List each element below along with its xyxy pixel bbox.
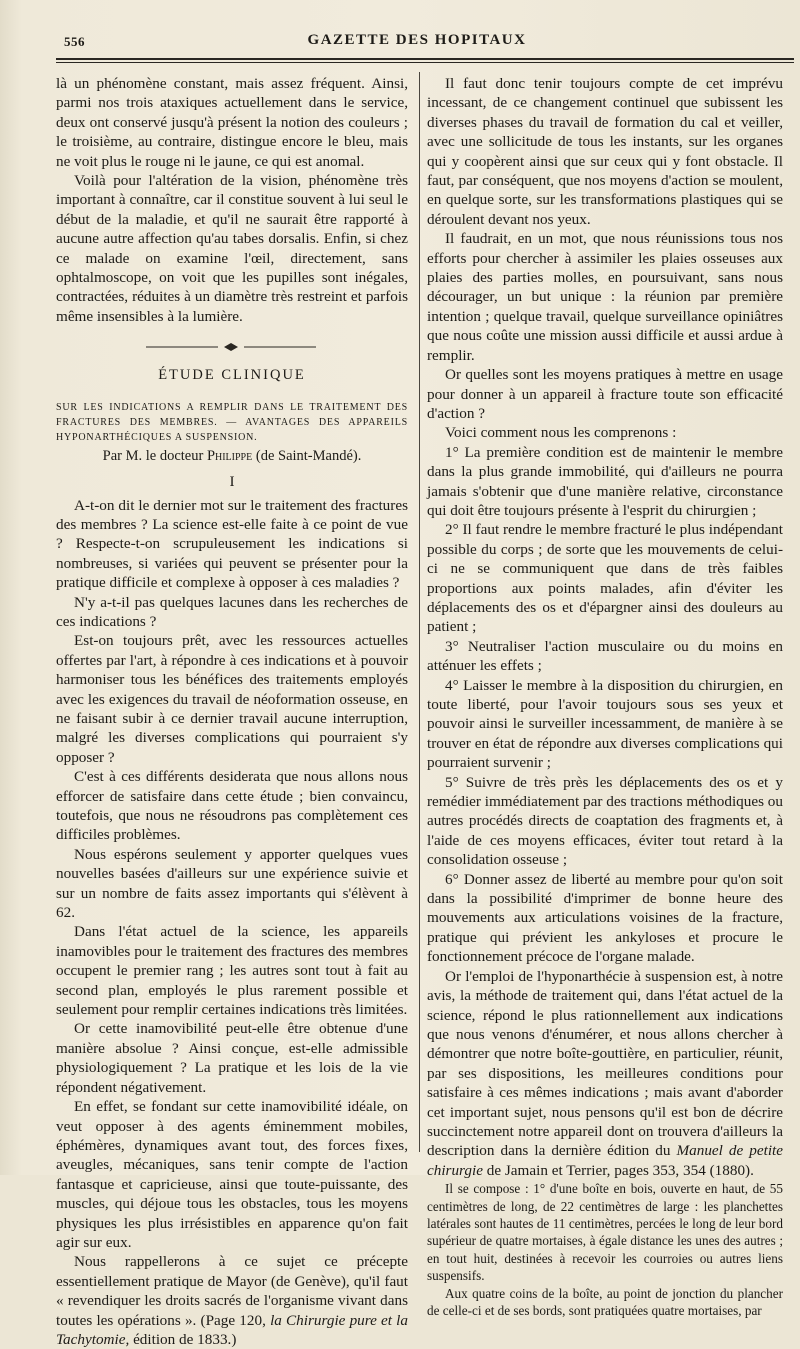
journal-title: GAZETTE DES HOPITAUX: [307, 32, 527, 48]
list-item: 3° Neutraliser l'action musculaire ou du moins en atténuer les effets ;: [427, 637, 783, 675]
list-item: 6° Donner assez de liberté au membre pour qu'on soit dans la possibilité d'imprimer de bonne heure des mouvements aux articulations voisines de la fracture, pratique qui prévient les ankyloses et procure le fonctionnement précoce de l'organe malade.: [427, 870, 783, 966]
section-title: ÉTUDE CLINIQUE: [158, 367, 306, 384]
page-number: 556: [64, 34, 85, 49]
list-item: 1° La première condition est de maintenir le membre dans la plus grande immobilité, qui d'ailleurs ne pourra jamais s'obtenir que d'une manière relative, circonstance qui doit être toujours présente à l'esprit du chirurgien ;: [427, 443, 783, 519]
paragraph-text: Nous rappellerons à ce sujet ce précepte essentiellement pratique de Mayor (de Genève), qu'il faut « revendiquer les droits sacrés de l'organisme vivant dans toutes les opérations ». (Page 120,: [56, 1253, 408, 1329]
paragraph: [56, 1252, 408, 1349]
paragraph: là un phénomène constant, mais assez fréquent. Ainsi, parmi nos trois ataxiques actuellement dans le service, deux ont conservé jusqu'à présent la notion des couleurs ; le troisième, au contraire, distingue encore le bleu, mais ne voit plus le rouge ni le jaune, ce qui est anomal.: [56, 75, 408, 170]
paragraph: Voilà pour l'altération de la vision, phénomène très important à connaître, car il constitue souvent à lui seul le début de la maladie, et qu'il ne saurait être rapporté à aucune autre affection qu'au tabes dorsalis. Enfin, si chez ce malade on examine l'œil, directement, sans ophtalmoscope, on voit que les pupilles sont inégales, contractées, réduites à un diamètre très restreint et parfois même insensibles à la lumière.: [56, 172, 408, 325]
left-column: [56, 74, 408, 1349]
paragraph: En effet, se fondant sur cette inamovibilité idéale, on veut opposer à des agents éminemment mobiles, éphémères, dynamiques avant tout, des forces fixes, aveugles, mécaniques, sans tenir compte de l'action fantasque et capricieuse, ainsi que toute-puissante, des muscles, qui déjoue tous les obstacles, tous les moyens physiques les plus irrésistibles en apparence qu'on fait agir sur eux.: [56, 1098, 408, 1251]
paragraph: Nous espérons seulement y apporter quelques vues nouvelles basées d'ailleurs sur une expérience suivie et sur un nombre de faits assez importants qui s'élèvent à 62.: [56, 845, 408, 922]
author-location: (de Saint-Mandé).: [255, 447, 362, 464]
section-subtitle: SUR LES INDICATIONS A REMPLIR DANS LE TRAITEMENT DES FRACTURES DES MEMBRES. — AVANTAGES DES APPAREILS HYPONARTHÉCIQUES A SUSPENSION.: [56, 401, 408, 443]
list-item: 4° Laisser le membre à la disposition du chirurgien, en toute liberté, pour l'avoir toujours sous ses yeux et pouvoir ainsi le surveiller incessamment, de manière à se trouver en état de répondre aux diverses complications qui pourraient survenir ;: [427, 676, 783, 772]
small-print-paragraph: Il se compose : 1° d'une boîte en bois, ouverte en haut, de 55 centimètres de long, de 22 centimètres de large : les planchettes latérales sont hautes de 11 centimètres, percées le long de leur bord supérieur de quatre mortaises, à égale distance les unes des autres ; en tout huit, destinées à recevoir les courroies ou autres liens suspensifs.: [427, 1181, 783, 1284]
byline: [56, 447, 408, 466]
paragraph: Est-on toujours prêt, avec les ressources actuelles offertes par l'art, à répondre à ces indications et à pouvoir harmoniser tous les bénéfices des traitements employés avec les exigences du travail de néoformation osseuse, en ne faisant subir à ce dernier travail aucune interruption, malgré les diverses complications qui pourraient s'y opposer ?: [56, 632, 408, 766]
paragraph-text: édition de 1833.): [133, 1330, 237, 1348]
paragraph-text: de Jamain et Terrier, pages 353, 354 (1880).: [486, 1161, 754, 1179]
header-rule-thin: [56, 62, 794, 63]
cited-work-title: la Chirurgie pure et la Tachytomie,: [56, 1311, 408, 1348]
paragraph: Or cette inamovibilité peut-elle être obtenue d'une manière absolue ? Ainsi conçue, est-elle admissible physiologiquement ? La pratique et les lois de la vie répondent négativement.: [56, 1020, 408, 1096]
header-rule-thick: [56, 58, 794, 60]
list-item: 2° Il faut rendre le membre fracturé le plus indépendant possible du corps ; de sorte que les mouvements de celui-ci ne se communiquent que dans de très faibles proportions aux points malades, afin d'éviter les déplacements des os et d'épargner ainsi des douleurs au patient ;: [427, 521, 783, 636]
paragraph: Il faudrait, en un mot, que nous réunissions tous nos efforts pour chercher à assimiler les plaies osseuses aux plaies des parties molles, en poursuivant, sans nous décourager, un but unique : la réunion par première intention ; quelque travail, quelque surveillance opiniâtres que nous coûte une mission aussi difficile et aussi ardue à remplir.: [427, 230, 783, 364]
paragraph: C'est à ces différents desiderata que nous allons nous efforcer de satisfaire dans cette étude ; bien convaincu, toutefois, que nous ne résoudrons pas complètement ces difficiles problèmes.: [56, 768, 408, 844]
right-column: [427, 74, 783, 1319]
author-name: Philippe: [206, 447, 253, 464]
section-numeral: I: [229, 473, 235, 491]
paragraph: [427, 967, 783, 1180]
page-header: [52, 30, 782, 52]
byline-prefix: Par M. le docteur: [102, 447, 204, 464]
list-item: 5° Suivre de très près les déplacements des os et y remédier immédiatement par des tractions méthodiques ou autres procédés directs de coaptation des fragments et, à l'aide de ces moyens efficaces, éviter tout retard à la consolidation osseuse ;: [427, 773, 783, 869]
column-divider: [419, 72, 420, 1152]
paragraph-text: Or l'emploi de l'hyponarthécie à suspension est, à notre avis, la méthode de traitement qui, dans l'état actuel de la science, répond le plus rationnellement aux indications que nous venons d'énumérer, et nous allons chercher à démontrer que notre boîte-gouttière, en particulier, réunit, par ses dispositions, les meilleures conditions pour satisfaire à ces mêmes indications ; mais avant d'aborder cet important sujet, nous pensons qu'il est bon de décrire succinctement notre appareil dont on trouvera d'ailleurs la description dans la dernière édition du: [427, 967, 783, 1160]
paragraph: Voici comment nous les comprenons :: [445, 424, 677, 442]
cited-work-title: Manuel de petite chirurgie: [427, 1142, 783, 1179]
paragraph: Il faut donc tenir toujours compte de cet imprévu incessant, de ce changement continuel que subissent les diverses phases du travail de formation du cal et veiller, avec une sollicitude de tous les instants, sur les organes qui y coopèrent ainsi que sur ceux qui y font obstacle. Il faut, par conséquent, que nos moyens d'action se moulent, en quelque sorte, sur les transformations plastiques qui se déroulent devant nos yeux.: [427, 75, 783, 228]
paragraph: Or quelles sont les moyens pratiques à mettre en usage pour donner à un appareil à fracture toute son efficacité d'action ?: [427, 366, 783, 422]
paragraph: N'y a-t-il pas quelques lacunes dans les recherches de ces indications ?: [56, 593, 408, 630]
paragraph: A-t-on dit le dernier mot sur le traitement des fractures des membres ? La science est-elle faite à ce point de vue ? Respecte-t-on scrupuleusement les indications si nombreuses, si variées qui peuvent se présenter pour la pratique difficile et complexe à opposer à ces maladies ?: [56, 496, 408, 592]
small-print-paragraph: Aux quatre coins de la boîte, au point de jonction du plancher de celle-ci et de ses bords, sont pratiquées quatre mortaises, par: [427, 1285, 783, 1318]
section-ornament: [56, 338, 408, 358]
paragraph: Dans l'état actuel de la science, les appareils inamovibles pour le traitement des fractures des membres occupent le premier rang ; les autres sont tout à fait au second plan, employés le plus rarement possible et seulement pour remplir certaines indications très limitées.: [56, 923, 408, 1019]
